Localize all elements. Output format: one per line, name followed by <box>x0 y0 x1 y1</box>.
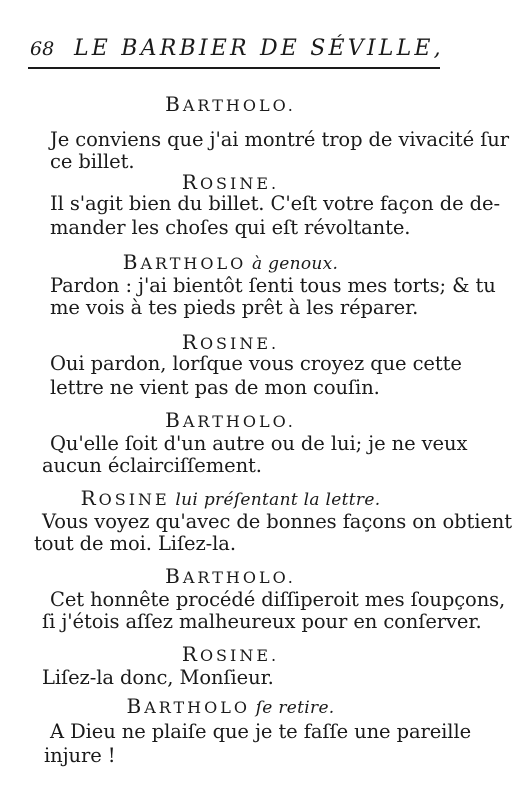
page-header <box>28 36 444 66</box>
dialogue-line: Oui pardon, lorſque vous croyez que cette <box>50 352 462 375</box>
stage-direction: ſe retire. <box>250 698 335 718</box>
speaker-name-rest: ARTHOLO. <box>182 568 296 587</box>
speaker-name-rest: OSINE. <box>199 646 280 665</box>
speaker-initial: B <box>165 564 183 588</box>
speaker-heading <box>0 564 461 588</box>
stage-direction: à genoux. <box>246 254 339 274</box>
speaker-name-rest: ARTHOLO <box>140 254 247 273</box>
speaker-heading <box>0 642 461 666</box>
dialogue-line: ſi j'étois aſſez malheureux pour en conſerver. <box>42 610 482 633</box>
speaker-initial: R <box>181 642 200 666</box>
speaker-heading <box>0 250 461 274</box>
speaker-heading <box>0 694 461 718</box>
dialogue-line: Liſez-la donc, Monſieur. <box>42 666 274 689</box>
running-title: LE BARBIER DE SÉVILLE, <box>74 36 444 61</box>
dialogue-line: mander les choſes qui eſt révoltante. <box>50 216 411 239</box>
speaker-initial: B <box>122 250 141 274</box>
speaker-initial: R <box>181 170 200 194</box>
speaker-heading <box>0 486 461 510</box>
dialogue-line: Je conviens que j'ai montré trop de vivacité ſur <box>50 128 509 151</box>
speaker-initial: B <box>165 92 183 116</box>
speaker-heading <box>0 408 461 432</box>
dialogue-line: Il s'agit bien du billet. C'eſt votre façon de de- <box>50 192 500 215</box>
dialogue-line: injure ! <box>44 744 116 767</box>
dialogue-line: ce billet. <box>50 150 135 173</box>
dialogue-line: me vois à tes pieds prêt à les réparer. <box>50 296 419 319</box>
header-rule <box>28 67 440 69</box>
dialogue-line: A Dieu ne plaiſe que je te faſſe une pareille <box>50 720 472 743</box>
speaker-heading <box>0 330 461 354</box>
dialogue-line: Pardon : j'ai bientôt ſenti tous mes torts; & tu <box>50 274 496 297</box>
speaker-initial: B <box>126 694 145 718</box>
speaker-name-rest: ARTHOLO <box>144 698 250 717</box>
speaker-name-rest: OSINE <box>98 490 170 509</box>
speaker-heading <box>0 170 461 194</box>
dialogue-line: aucun éclairciſſement. <box>42 454 262 477</box>
speaker-initial: R <box>181 330 200 354</box>
speaker-heading <box>0 92 461 116</box>
stage-direction: lui préſentant la lettre. <box>169 490 381 510</box>
speaker-name-rest: OSINE. <box>199 174 280 193</box>
dialogue-line: Qu'elle ſoit d'un autre ou de lui; je ne veux <box>50 432 468 455</box>
dialogue-line: Cet honnête procédé diſſiperoit mes ſoupçons, <box>50 588 506 611</box>
speaker-initial: R <box>80 486 99 510</box>
dialogue-line: Vous voyez qu'avec de bonnes façons on obtient <box>42 510 512 533</box>
speaker-name-rest: ARTHOLO. <box>182 412 296 431</box>
dialogue-line: lettre ne vient pas de mon couſin. <box>50 376 380 399</box>
speaker-initial: B <box>165 408 183 432</box>
speaker-name-rest: ARTHOLO. <box>182 96 296 115</box>
speaker-name-rest: OSINE. <box>199 334 280 353</box>
dialogue-line: tout de moi. Liſez-la. <box>34 532 236 555</box>
page-number: 68 <box>30 38 55 60</box>
